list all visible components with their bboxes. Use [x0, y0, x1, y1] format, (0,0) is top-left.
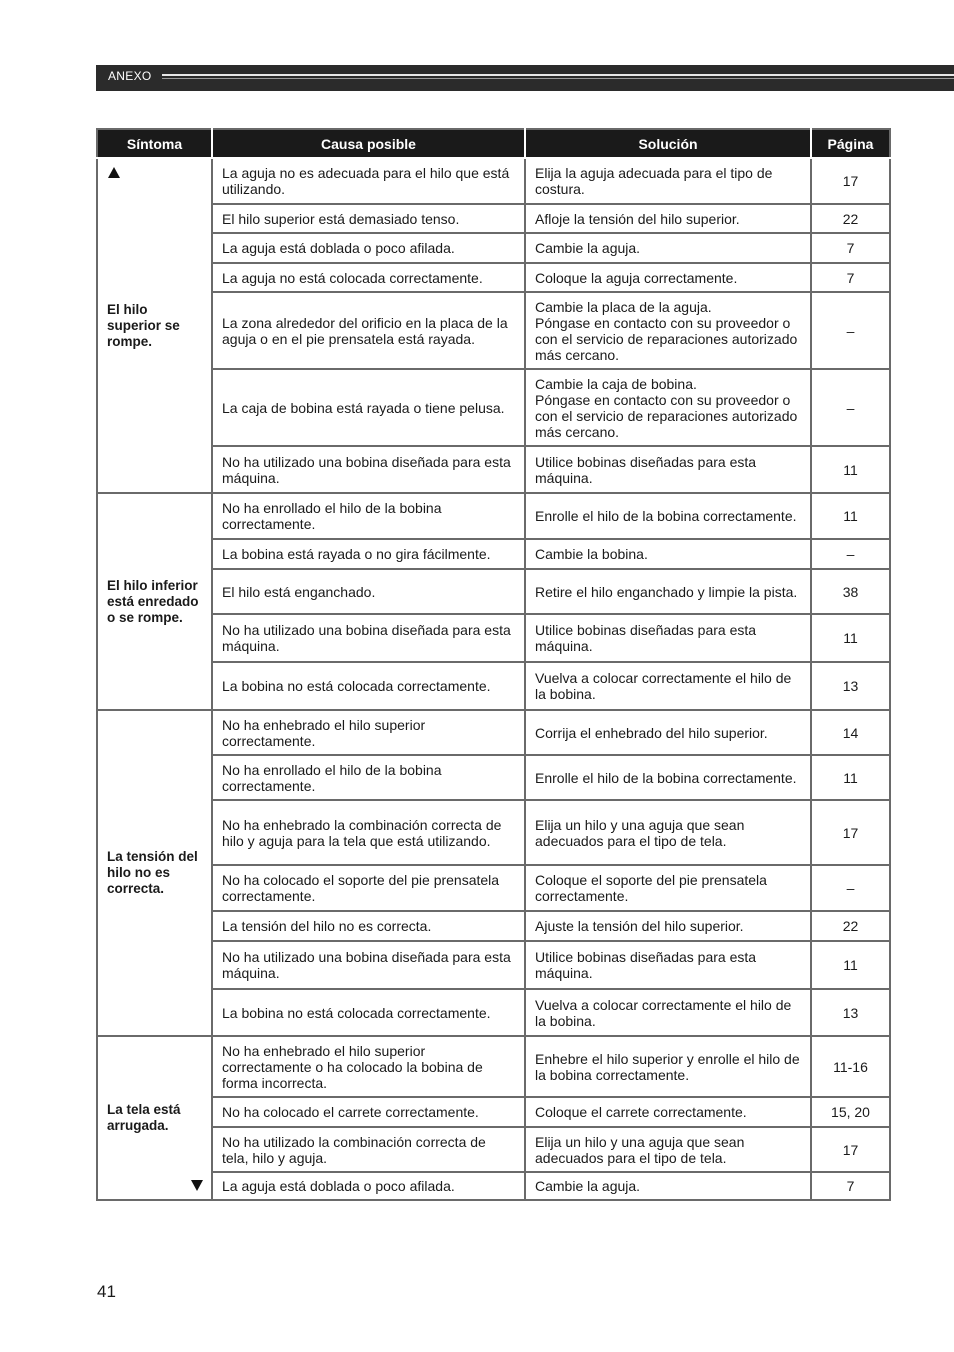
page-cell: –	[811, 292, 890, 369]
cause-cell: No ha utilizado una bobina diseñada para esta máquina.	[212, 446, 525, 493]
symptom-text: El hilo superior se rompe.	[107, 301, 180, 349]
solution-cell: Ajuste la tensión del hilo superior.	[525, 911, 811, 941]
table-row	[97, 1127, 890, 1172]
table-row	[97, 865, 890, 911]
table-row	[97, 1172, 890, 1200]
cause-cell: No ha colocado el carrete correctamente.	[212, 1097, 525, 1127]
solution-cell: Enhebre el hilo superior y enrolle el hilo de la bobina correctamente.	[525, 1036, 811, 1097]
page-cell: 7	[811, 1172, 890, 1200]
page-cell: –	[811, 865, 890, 911]
cause-cell: El hilo superior está demasiado tenso.	[212, 204, 525, 233]
symptom-cell	[97, 710, 212, 1036]
solution-cell: Vuelva a colocar correctamente el hilo de la bobina.	[525, 662, 811, 710]
solution-cell: Corrija el enhebrado del hilo superior.	[525, 710, 811, 755]
table-row	[97, 539, 890, 569]
troubleshooting-table	[96, 128, 891, 1201]
table-row	[97, 569, 890, 614]
solution-cell: Afloje la tensión del hilo superior.	[525, 204, 811, 233]
page-cell: 7	[811, 233, 890, 263]
cause-cell: El hilo está enganchado.	[212, 569, 525, 614]
cause-cell: No ha enrollado el hilo de la bobina correctamente.	[212, 755, 525, 800]
column-header-solution: Solución	[525, 129, 811, 158]
table-row	[97, 369, 890, 446]
column-header-symptom: Síntoma	[97, 129, 212, 158]
page-cell: 38	[811, 569, 890, 614]
cause-cell: No ha colocado el soporte del pie prensatela correctamente.	[212, 865, 525, 911]
table-row	[97, 911, 890, 941]
section-header-band	[96, 65, 954, 91]
cause-cell: No ha enhebrado la combinación correcta de hilo y aguja para la tela que está utilizando.	[212, 800, 525, 865]
page-cell: –	[811, 369, 890, 446]
solution-cell: Cambie la bobina.	[525, 539, 811, 569]
table-row	[97, 1097, 890, 1127]
solution-cell: Coloque el carrete correctamente.	[525, 1097, 811, 1127]
page-cell: –	[811, 539, 890, 569]
cause-cell: No ha utilizado la combinación correcta de tela, hilo y aguja.	[212, 1127, 525, 1172]
table-row	[97, 941, 890, 989]
table-row	[97, 292, 890, 369]
page-cell: 17	[811, 1127, 890, 1172]
solution-cell: Utilice bobinas diseñadas para esta máquina.	[525, 614, 811, 662]
symptom-cell	[97, 1036, 212, 1200]
cause-cell: No ha utilizado una bobina diseñada para esta máquina.	[212, 614, 525, 662]
solution-cell: Elija un hilo y una aguja que sean adecuados para el tipo de tela.	[525, 800, 811, 865]
table-row	[97, 233, 890, 263]
page-cell: 11	[811, 941, 890, 989]
column-header-cause: Causa posible	[212, 129, 525, 158]
cause-cell: La aguja está doblada o poco afilada.	[212, 1172, 525, 1200]
page-cell: 11	[811, 493, 890, 539]
cause-cell: La aguja está doblada o poco afilada.	[212, 233, 525, 263]
page-cell: 7	[811, 263, 890, 292]
page-cell: 13	[811, 662, 890, 710]
solution-cell: Cambie la caja de bobina. Póngase en contacto con su proveedor o con el servicio de reparaciones autorizado más cercano.	[525, 369, 811, 446]
page-cell: 11	[811, 614, 890, 662]
table-row	[97, 800, 890, 865]
table-header-row	[97, 129, 890, 158]
table-row	[97, 989, 890, 1036]
table-row	[97, 710, 890, 755]
solution-cell: Elija un hilo y una aguja que sean adecuados para el tipo de tela.	[525, 1127, 811, 1172]
table-row	[97, 263, 890, 292]
solution-cell: Cambie la placa de la aguja. Póngase en contacto con su proveedor o con el servicio de reparaciones autorizado más cercano.	[525, 292, 811, 369]
symptom-text: La tensión del hilo no es correcta.	[107, 849, 198, 896]
cause-cell: La bobina no está colocada correctamente.	[212, 989, 525, 1036]
solution-cell: Elija la aguja adecuada para el tipo de costura.	[525, 158, 811, 204]
cause-cell: La bobina no está colocada correctamente.	[212, 662, 525, 710]
cause-cell: La caja de bobina está rayada o tiene pelusa.	[212, 369, 525, 446]
continue-down-triangle-icon	[191, 1180, 203, 1191]
page-cell: 14	[811, 710, 890, 755]
table-body	[97, 158, 890, 1200]
solution-cell: Coloque el soporte del pie prensatela correctamente.	[525, 865, 811, 911]
symptom-cell	[97, 493, 212, 710]
table-row	[97, 493, 890, 539]
column-header-page: Página	[811, 129, 890, 158]
header-rule-thin	[162, 78, 954, 79]
symptom-text: La tela está arrugada.	[107, 1102, 181, 1133]
cause-cell: La tensión del hilo no es correcta.	[212, 911, 525, 941]
continue-up-triangle-icon	[108, 167, 120, 178]
page-cell: 17	[811, 158, 890, 204]
cause-cell: No ha enhebrado el hilo superior correctamente o ha colocado la bobina de forma incorrecta.	[212, 1036, 525, 1097]
page-number: 41	[97, 1282, 116, 1301]
page-cell: 15, 20	[811, 1097, 890, 1127]
section-label: ANEXO	[108, 69, 152, 83]
solution-cell: Cambie la aguja.	[525, 1172, 811, 1200]
solution-cell: Retire el hilo enganchado y limpie la pista.	[525, 569, 811, 614]
solution-cell: Utilice bobinas diseñadas para esta máquina.	[525, 941, 811, 989]
cause-cell: La aguja no es adecuada para el hilo que está utilizando.	[212, 158, 525, 204]
page-cell: 11-16	[811, 1036, 890, 1097]
table-row	[97, 158, 890, 204]
cause-cell: No ha enhebrado el hilo superior correctamente.	[212, 710, 525, 755]
table-row	[97, 204, 890, 233]
symptom-cell	[97, 158, 212, 493]
page-cell: 22	[811, 911, 890, 941]
cause-cell: La aguja no está colocada correctamente.	[212, 263, 525, 292]
table-row	[97, 662, 890, 710]
page-cell: 22	[811, 204, 890, 233]
cause-cell: No ha utilizado una bobina diseñada para esta máquina.	[212, 941, 525, 989]
solution-cell: Enrolle el hilo de la bobina correctamente.	[525, 755, 811, 800]
solution-cell: Enrolle el hilo de la bobina correctamente.	[525, 493, 811, 539]
solution-cell: Cambie la aguja.	[525, 233, 811, 263]
solution-cell: Utilice bobinas diseñadas para esta máquina.	[525, 446, 811, 493]
page-cell: 17	[811, 800, 890, 865]
header-rule	[162, 74, 954, 76]
cause-cell: No ha enrollado el hilo de la bobina correctamente.	[212, 493, 525, 539]
table-row	[97, 1036, 890, 1097]
cause-cell: La zona alrededor del orificio en la placa de la aguja o en el pie prensatela está rayada.	[212, 292, 525, 369]
symptom-text: El hilo inferior está enredado o se rompe.	[107, 577, 199, 625]
solution-cell: Coloque la aguja correctamente.	[525, 263, 811, 292]
table-row	[97, 614, 890, 662]
page-cell: 13	[811, 989, 890, 1036]
page-cell: 11	[811, 446, 890, 493]
solution-cell: Vuelva a colocar correctamente el hilo de la bobina.	[525, 989, 811, 1036]
page-cell: 11	[811, 755, 890, 800]
table-row	[97, 755, 890, 800]
table-row	[97, 446, 890, 493]
cause-cell: La bobina está rayada o no gira fácilmente.	[212, 539, 525, 569]
